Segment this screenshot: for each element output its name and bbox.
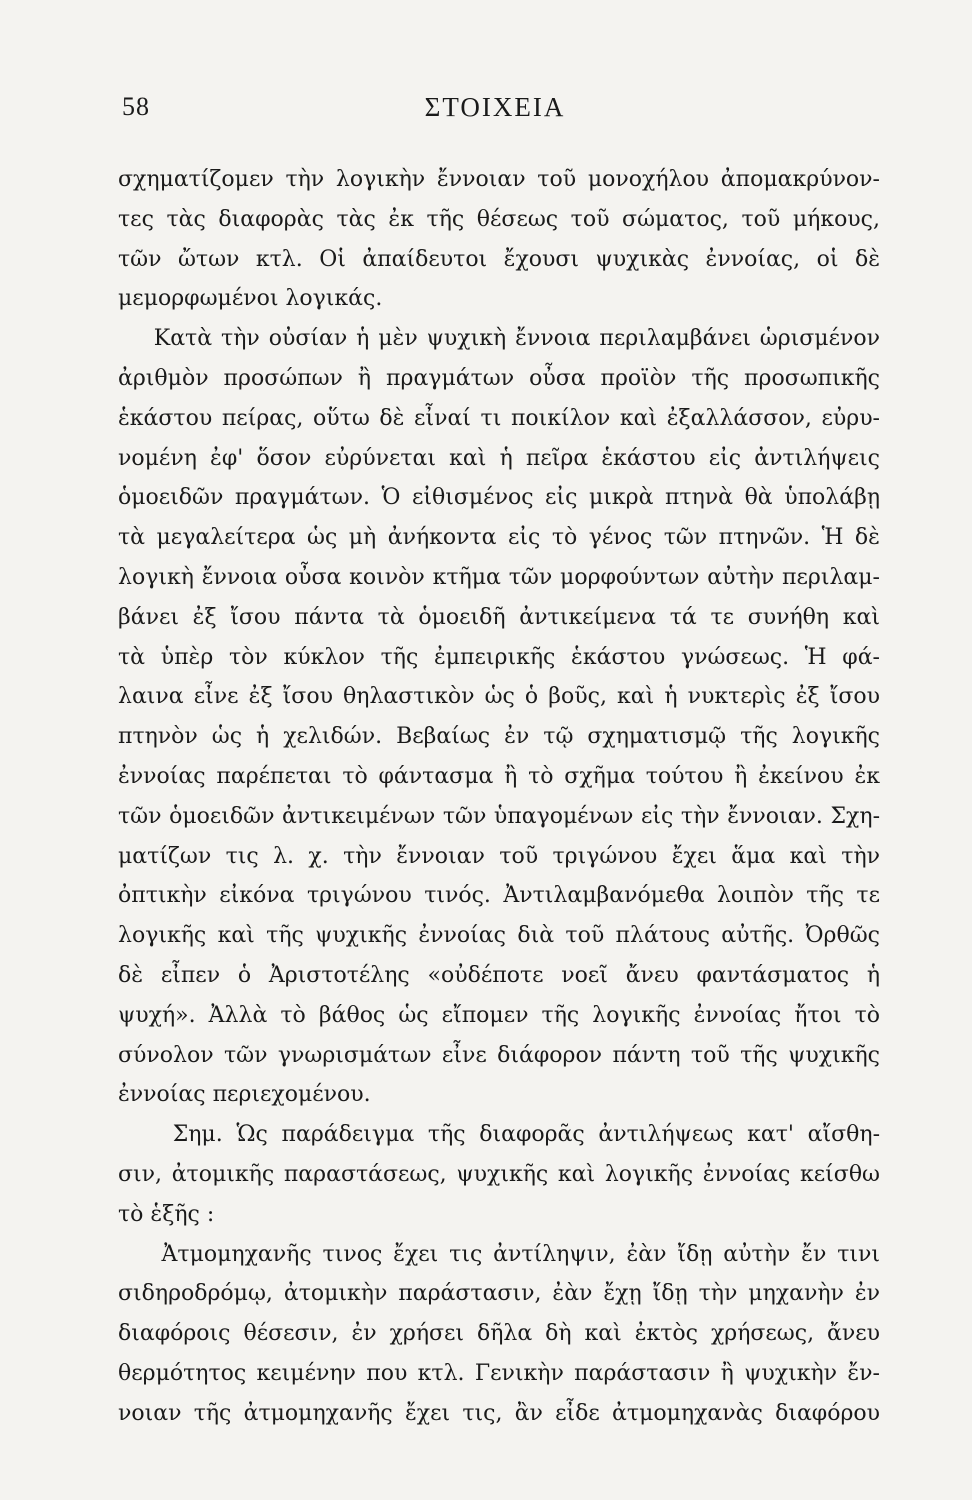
text-line: ἐννοίας περιεχομένου. xyxy=(118,1082,371,1108)
text-line: τῶν ὁμοειδῶν ἀντικειμένων τῶν ὑπαγομένων εἰς τὴν ἔννοιαν. Σχη- xyxy=(118,803,880,829)
text-line: σύνολον τῶν γνωρισμάτων εἶνε διάφορον πάντη τοῦ τῆς ψυχικῆς xyxy=(118,1042,880,1068)
text-line: λαινα εἶνε ἐξ ἴσου θηλαστικὸν ὡς ὁ βοῦς, καὶ ἡ νυκτερὶς ἐξ ἴσου xyxy=(118,684,880,710)
page-header xyxy=(118,92,872,132)
text-line: σιν, ἀτομικῆς παραστάσεως, ψυχικῆς καὶ λογικῆς ἐννοίας κείσθω xyxy=(118,1161,880,1187)
text-line: διαφόροις θέσεσιν, ἐν χρήσει δῆλα δὴ καὶ ἐκτὸς χρήσεως, ἄνευ xyxy=(118,1321,880,1347)
text-line: τὰ ὑπὲρ τὸν κύκλον τῆς ἐμπειρικῆς ἑκάστου γνώσεως. Ἡ φά- xyxy=(118,644,880,670)
page-number: 58 xyxy=(122,92,150,121)
text-line: Ἀτμομηχανῆς τινος ἔχει τις ἀντίληψιν, ἐὰν ἴδῃ αὐτὴν ἔν τινι xyxy=(118,1241,880,1267)
text-line: νοιαν τῆς ἀτμομηχανῆς ἔχει τις, ἂν εἶδε ἀτμομηχανὰς διαφόρου xyxy=(118,1400,880,1426)
text-line: σχηματίζομεν τὴν λογικὴν ἔννοιαν τοῦ μονοχήλου ἀπομακρύνον- xyxy=(118,167,880,192)
running-title: ΣΤΟΙΧΕΙΑ xyxy=(424,92,566,122)
text-line: τες τὰς διαφορὰς τὰς ἐκ τῆς θέσεως τοῦ σώματος, τοῦ μήκους, xyxy=(118,206,880,232)
text-line: τὸ ἑξῆς : xyxy=(118,1201,215,1227)
text-line: δὲ εἶπεν ὁ Ἀριστοτέλης «οὐδέποτε νοεῖ ἄνευ φαντάσματος ἡ xyxy=(118,962,880,988)
text-line: ὁμοειδῶν πραγμάτων. Ὁ εἰθισμένος εἰς μικρὰ πτηνὰ θὰ ὑπολάβῃ xyxy=(118,485,880,511)
text-line: τῶν ὤτων κτλ. Οἱ ἀπαίδευτοι ἔχουσι ψυχικὰς ἐννοίας, οἱ δὲ xyxy=(118,246,880,272)
text-line: ἑκάστου πείρας, οὕτω δὲ εἶναί τι ποικίλον καὶ ἐξαλλάσσον, εὐρυ- xyxy=(118,405,880,431)
text-line: ἐννοίας παρέπεται τὸ φάντασμα ἢ τὸ σχῆμα τούτου ἢ ἐκείνου ἐκ xyxy=(118,763,880,789)
text-line: ματίζων τις λ. χ. τὴν ἔννοιαν τοῦ τριγώνου ἔχει ἅμα καὶ τὴν xyxy=(118,843,880,869)
text-line: Σημ. Ὡς παράδειγμα τῆς διαφορᾶς ἀντιλήψεως κατ' αἴσθη- xyxy=(118,1122,880,1148)
text-line: θερμότητος κειμένην που κτλ. Γενικὴν παράστασιν ἢ ψυχικὴν ἔν- xyxy=(118,1360,880,1386)
text-line: μεμορφωμένοι λογικάς. xyxy=(118,286,383,312)
text-line: σιδηροδρόμῳ, ἀτομικὴν παράστασιν, ἐὰν ἔχῃ ἴδῃ τὴν μηχανὴν ἐν xyxy=(118,1281,880,1307)
text-line: ψυχή». Ἀλλὰ τὸ βάθος ὡς εἴπομεν τῆς λογικῆς ἐννοίας ἤτοι τὸ xyxy=(118,1002,880,1028)
text-line: λογικῆς καὶ τῆς ψυχικῆς ἐννοίας διὰ τοῦ πλάτους αὐτῆς. Ὀρθῶς xyxy=(118,923,880,949)
text-line: τὰ μεγαλείτερα ὡς μὴ ἀνήκοντα εἰς τὸ γένος τῶν πτηνῶν. Ἡ δὲ xyxy=(118,525,880,551)
body-text xyxy=(118,160,880,1434)
text-line: ἀριθμὸν προσώπων ἢ πραγμάτων οὖσα προϊὸν τῆς προσωπικῆς xyxy=(118,365,880,391)
text-line: λογικὴ ἔννοια οὖσα κοινὸν κτῆμα τῶν μορφούντων αὐτὴν περιλαμ- xyxy=(118,564,880,590)
text-line: Κατὰ τὴν οὐσίαν ἡ μὲν ψυχικὴ ἔννοια περιλαμβάνει ὡρισμένον xyxy=(118,326,880,352)
text-line: ὀπτικὴν εἰκόνα τριγώνου τινός. Ἀντιλαμβανόμεθα λοιπὸν τῆς τε xyxy=(118,883,880,909)
text-line: βάνει ἐξ ἴσου πάντα τὰ ὁμοειδῆ ἀντικείμενα τά τε συνήθη καὶ xyxy=(118,604,880,630)
text-line: νομένη ἐφ' ὅσον εὐρύνεται καὶ ἡ πεῖρα ἑκάστου εἰς ἀντιλήψεις xyxy=(118,445,880,471)
text-line: πτηνὸν ὡς ἡ χελιδών. Βεβαίως ἐν τῷ σχηματισμῷ τῆς λογικῆς xyxy=(118,724,880,750)
